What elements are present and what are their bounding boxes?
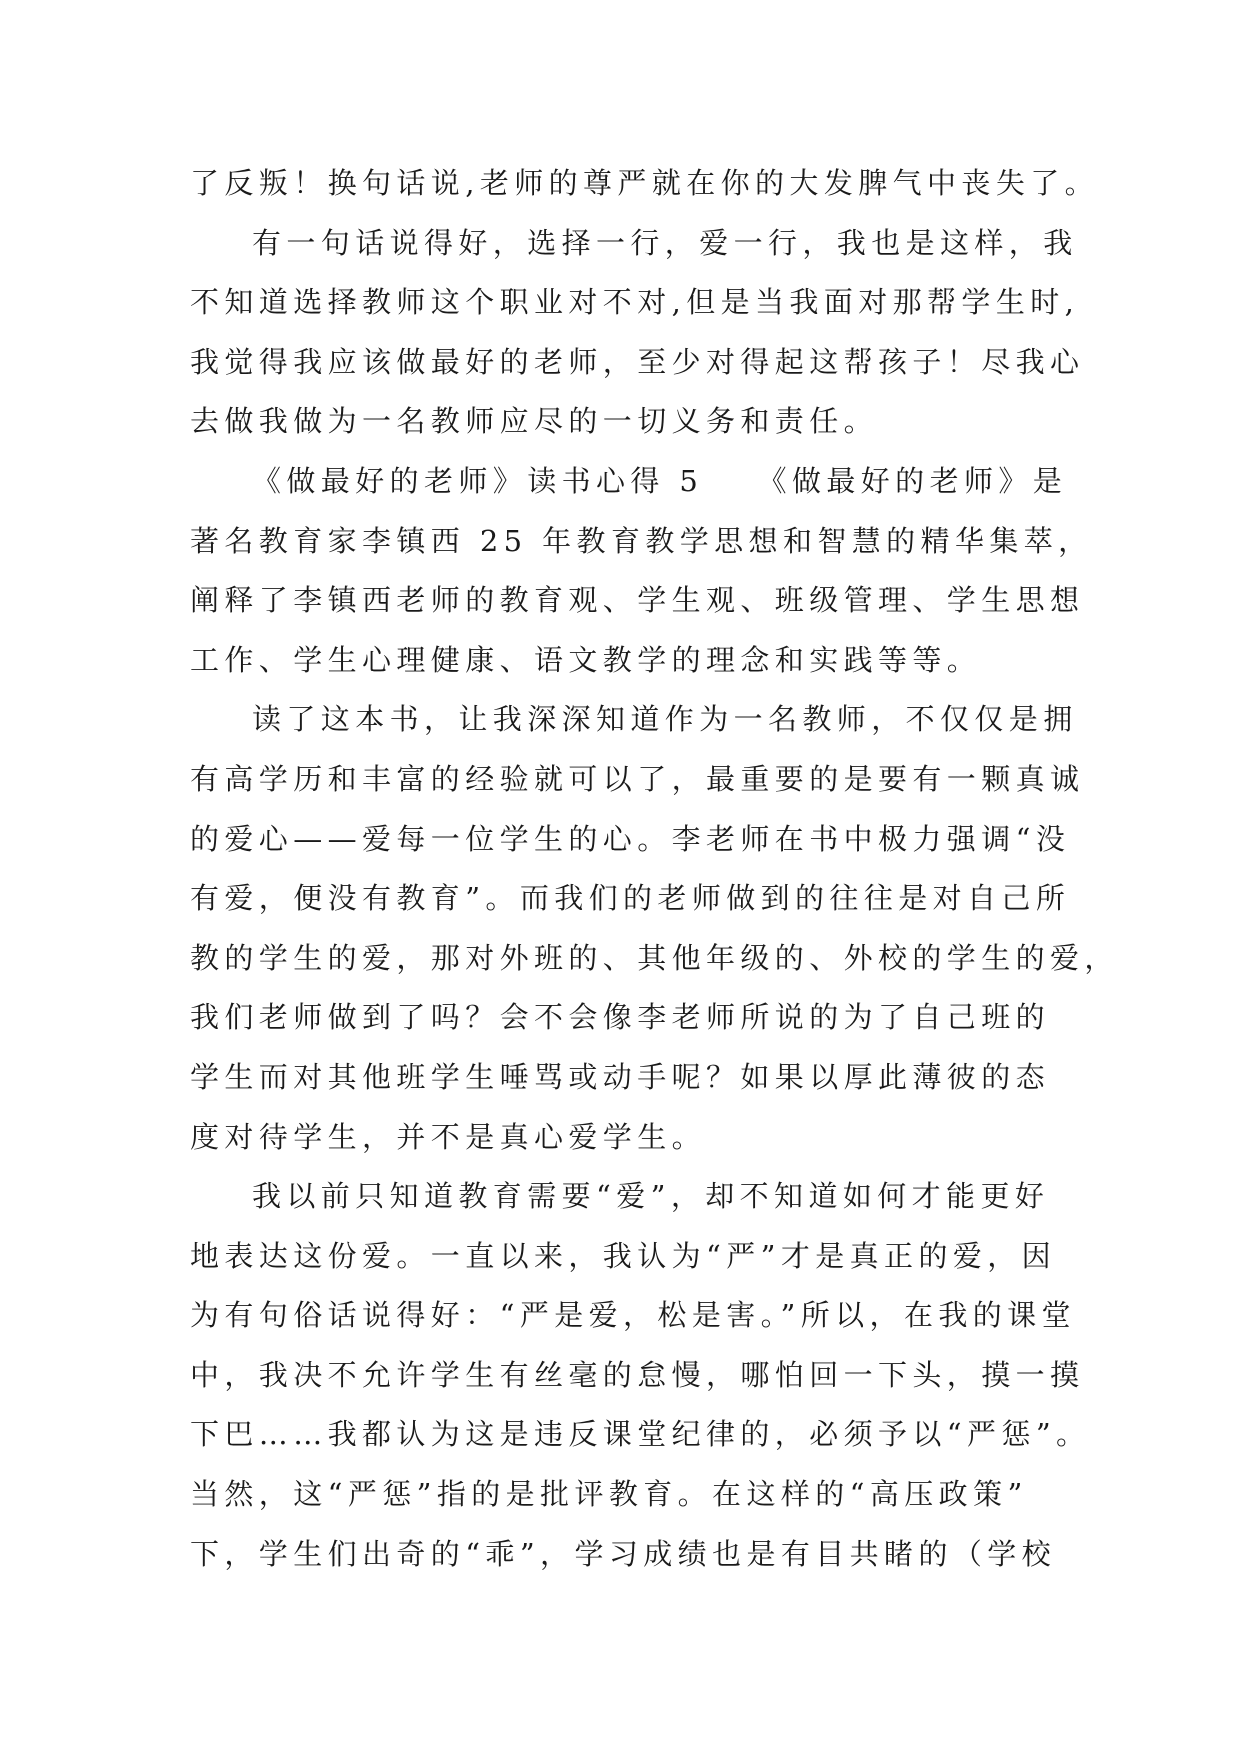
text-line: 地表达这份爱。一直以来，我认为“严”才是真正的爱，因 [190, 1238, 1057, 1273]
text-line: 有高学历和丰富的经验就可以了，最重要的是要有一颗真诚 [190, 761, 1085, 796]
text-line: 的爱心——爱每一位学生的心。李老师在书中极力强调“没 [190, 821, 1071, 856]
text-line: 为有句俗话说得好：“严是爱，松是害。”所以，在我的课堂 [190, 1298, 1076, 1333]
text-line: 不知道选择教师这个职业对不对,但是当我面对那帮学生时, [190, 285, 1080, 320]
text-line: 了反叛！换句话说,老师的尊严就在你的大发脾气中丧失了。 [190, 166, 1100, 200]
text-line: 教的学生的爱，那对外班的、其他年级的、外校的学生的爱， [190, 940, 1119, 975]
text-line: 著名教育家李镇西 25 年教育教学思想和智慧的精华集萃， [190, 523, 1093, 558]
text-line: 下，学生们出奇的“乖”，学习成绩也是有目共睹的（学校 [190, 1536, 1057, 1571]
text-line: 当然，这“严惩”指的是批评教育。在这样的“高压政策” [190, 1477, 1028, 1512]
text-line: 阐释了李镇西老师的教育观、学生观、班级管理、学生思想 [190, 583, 1085, 618]
text-line: 去做我做为一名教师应尽的一切义务和责任。 [190, 404, 879, 439]
section-heading-line: 《做最好的老师》读书心得 5 《做最好的老师》是 [252, 463, 1068, 498]
paragraph-first-line: 有一句话说得好，选择一行，爱一行，我也是这样，我 [252, 225, 1078, 260]
paragraph-first-line: 读了这本书，让我深深知道作为一名教师，不仅仅是拥 [252, 702, 1078, 737]
text-line: 有爱，便没有教育”。而我们的老师做到的往往是对自己所 [190, 881, 1071, 916]
text-line: 我们老师做到了吗？会不会像李老师所说的为了自己班的 [190, 1000, 1051, 1035]
text-line: 下巴……我都认为这是违反课堂纪律的，必须予以“严惩”。 [190, 1417, 1091, 1452]
text-line: 度对待学生，并不是真心爱学生。 [190, 1119, 707, 1154]
paragraph-first-line: 我以前只知道教育需要“爱”，却不知道如何才能更好 [252, 1179, 1050, 1214]
text-line: 工作、学生心理健康、语文教学的理念和实践等等。 [190, 642, 982, 677]
text-line: 学生而对其他班学生唾骂或动手呢？如果以厚此薄彼的态 [190, 1059, 1051, 1094]
body-text [190, 154, 1119, 1584]
text-line: 中，我决不允许学生有丝毫的怠慢，哪怕回一下头，摸一摸 [190, 1357, 1085, 1392]
text-line: 我觉得我应该做最好的老师，至少对得起这帮孩子！尽我心 [190, 344, 1085, 379]
